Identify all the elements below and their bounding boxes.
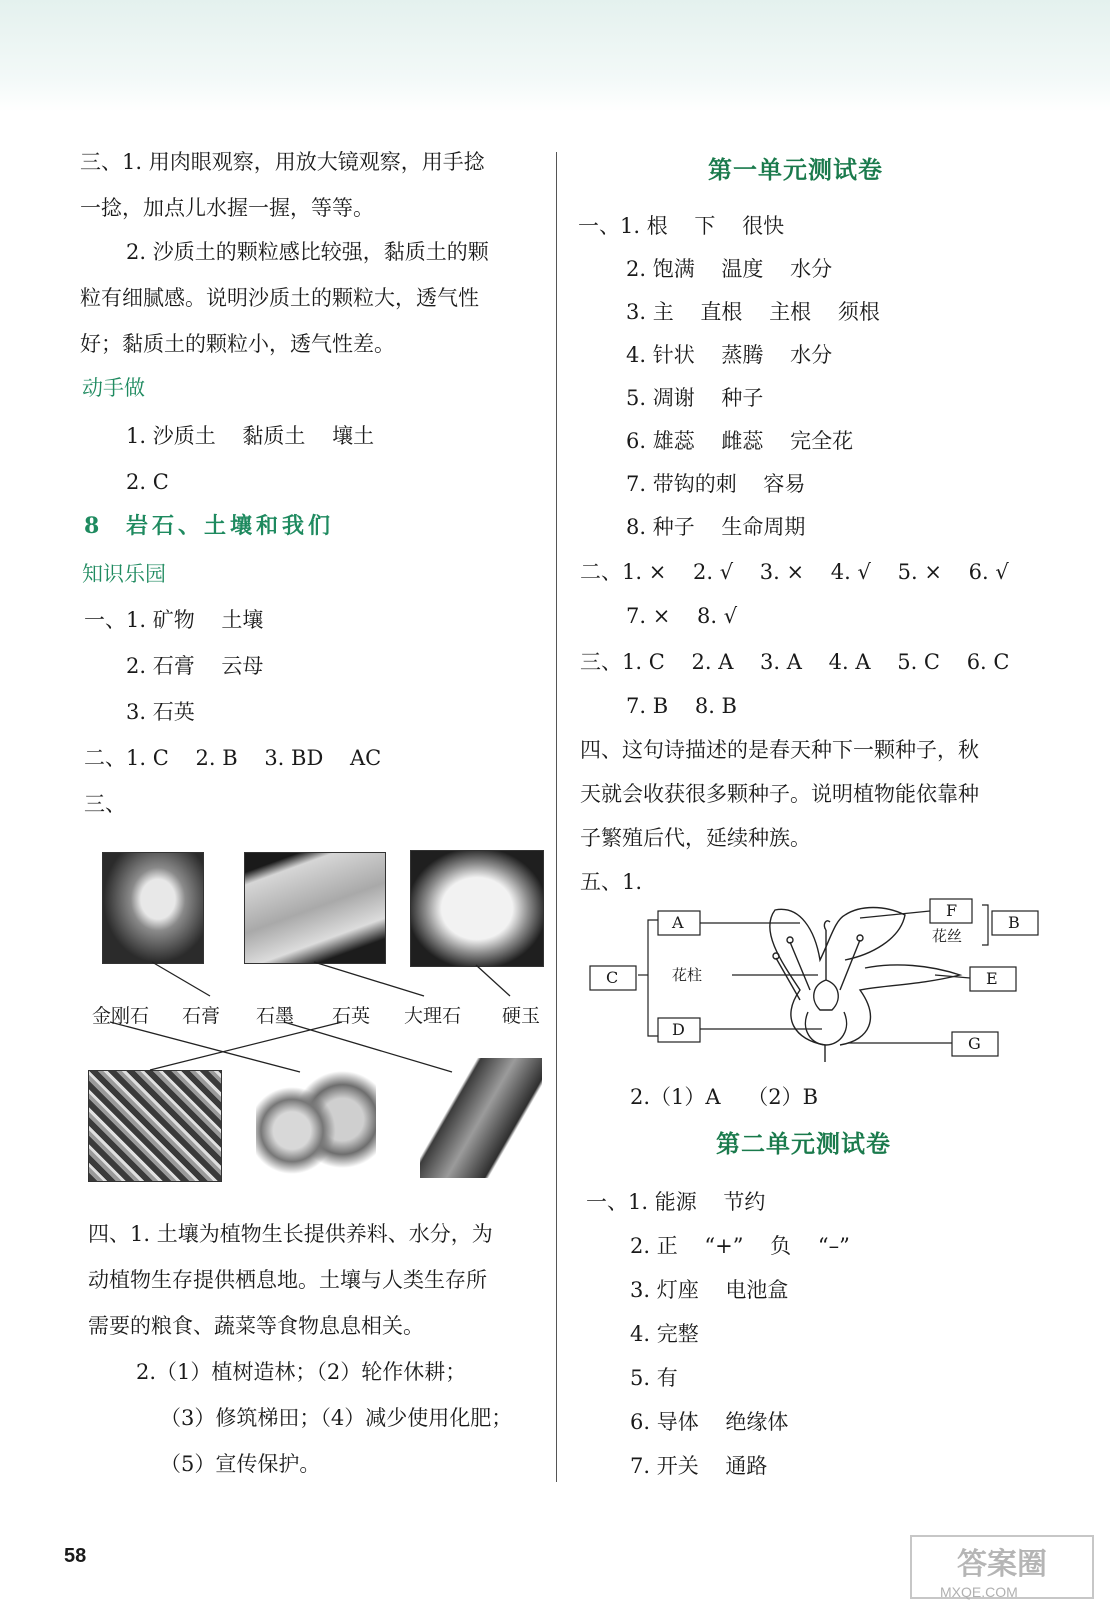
u2-judge-line1: 二、1. × 2. √ 3. × 4. √ 5. × 6. √	[580, 560, 1009, 584]
v1-answer-4: 4. 完整	[630, 1322, 699, 1346]
lesson-number: 8	[84, 513, 104, 539]
flower-label-b: B	[1008, 913, 1020, 932]
flower-label-filament: 花丝	[932, 927, 963, 945]
flower-label-c: C	[606, 968, 619, 987]
mineral-label-6: 硬玉	[502, 1005, 541, 1027]
mineral-label-2: 石膏	[182, 1005, 221, 1027]
answer-3-2-line2: 粒有细腻感。说明沙质土的颗粒大，透气性	[80, 286, 479, 310]
k-answer-4-2-line3: （5）宣传保护。	[160, 1452, 321, 1476]
v1-answer-2: 2. 正 “+” 负 “–”	[630, 1234, 850, 1258]
u2-judge-line2: 7. × 8. √	[626, 604, 738, 628]
u3-choice-line2: 7. B 8. B	[626, 694, 737, 718]
do-answer-2: 2. C	[126, 470, 169, 494]
mineral-label-3: 石墨	[256, 1005, 295, 1027]
mineral-label-1: 金刚石	[92, 1005, 150, 1027]
flower-label-d: D	[672, 1020, 685, 1039]
page-number: 58	[64, 1545, 87, 1567]
flower-label-g: G	[968, 1034, 981, 1053]
answer-3-2-line3: 好；黏质土的颗粒小，透气性差。	[80, 332, 395, 356]
u5-label: 五、1.	[580, 870, 643, 894]
flower-label-e: E	[986, 969, 998, 988]
v1-answer-1: 一、1. 能源 节约	[586, 1190, 766, 1214]
v1-answer-7: 7. 开关 通路	[630, 1454, 768, 1478]
u1-answer-3: 3. 主 直根 主根 须根	[626, 300, 880, 324]
section-heading-knowledge: 知识乐园	[82, 562, 166, 586]
v1-answer-3: 3. 灯座 电池盒	[630, 1278, 789, 1302]
u4-answer-line3: 子繁殖后代，延续种族。	[580, 826, 811, 850]
v1-answer-5: 5. 有	[630, 1366, 678, 1390]
k-answer-4-1-line1: 四、1. 土壤为植物生长提供养料、水分，为	[88, 1222, 493, 1246]
section-heading-do: 动手做	[82, 376, 145, 400]
k-answer-4-2-line2: （3）修筑梯田；（4）减少使用化肥；	[160, 1406, 513, 1430]
u5-answer-2: 2.（1）A （2）B	[630, 1085, 819, 1109]
u1-answer-1: 一、1. 根 下 很快	[578, 214, 785, 238]
k-answer-1-3: 3. 石英	[126, 700, 195, 724]
k-answer-4-1-line2: 动植物生存提供栖息地。土壤与人类生存所	[88, 1268, 487, 1292]
k-answer-3-label: 三、	[84, 792, 126, 816]
u1-answer-7: 7. 带钩的刺 容易	[626, 472, 806, 496]
answer-3-1-line2: 一捻，加点儿水握一握，等等。	[80, 196, 374, 220]
u4-answer-line1: 四、这句诗描述的是春天种下一颗种子，秋	[580, 738, 979, 762]
u4-answer-line2: 天就会收获很多颗种子。说明植物能依靠种	[580, 782, 979, 806]
k-answer-4-1-line3: 需要的粮食、蔬菜等食物息息相关。	[88, 1314, 424, 1338]
answer-3-2-line1: 2. 沙质土的颗粒感比较强，黏质土的颗	[126, 240, 489, 264]
unit1-test-title: 第一单元测试卷	[708, 155, 883, 184]
watermark-text: 答案圈	[957, 1548, 1047, 1581]
lesson-title: 岩石、土壤和我们	[126, 513, 335, 539]
u1-answer-2: 2. 饱满 温度 水分	[626, 257, 833, 281]
u3-choice-line1: 三、1. C 2. A 3. A 4. A 5. C 6. C	[580, 650, 1010, 674]
k-answer-4-2-line1: 2.（1）植树造林；（2）轮作休耕；	[136, 1360, 467, 1384]
answer-3-1-line1: 三、1. 用肉眼观察，用放大镜观察，用手捻	[80, 150, 485, 174]
mineral-label-5: 大理石	[404, 1005, 462, 1027]
k-answer-1-1: 一、1. 矿物 土壤	[84, 608, 264, 632]
u1-answer-8: 8. 种子 生命周期	[626, 515, 806, 539]
flower-label-a: A	[672, 913, 684, 932]
mineral-label-4: 石英	[332, 1005, 371, 1027]
watermark-url: MXQE.COM	[940, 1584, 1018, 1600]
u1-answer-5: 5. 凋谢 种子	[626, 386, 764, 410]
flower-label-f: F	[946, 901, 958, 920]
unit2-test-title: 第二单元测试卷	[716, 1129, 891, 1158]
v1-answer-6: 6. 导体 绝缘体	[630, 1410, 789, 1434]
u1-answer-6: 6. 雄蕊 雌蕊 完全花	[626, 429, 854, 453]
k-answer-1-2: 2. 石膏 云母	[126, 654, 264, 678]
flower-label-style: 花柱	[672, 966, 703, 984]
u1-answer-4: 4. 针状 蒸腾 水分	[626, 343, 833, 367]
do-answer-1: 1. 沙质土 黏质土 壤土	[126, 424, 375, 448]
k-answer-2: 二、1. C 2. B 3. BD AC	[84, 746, 382, 770]
